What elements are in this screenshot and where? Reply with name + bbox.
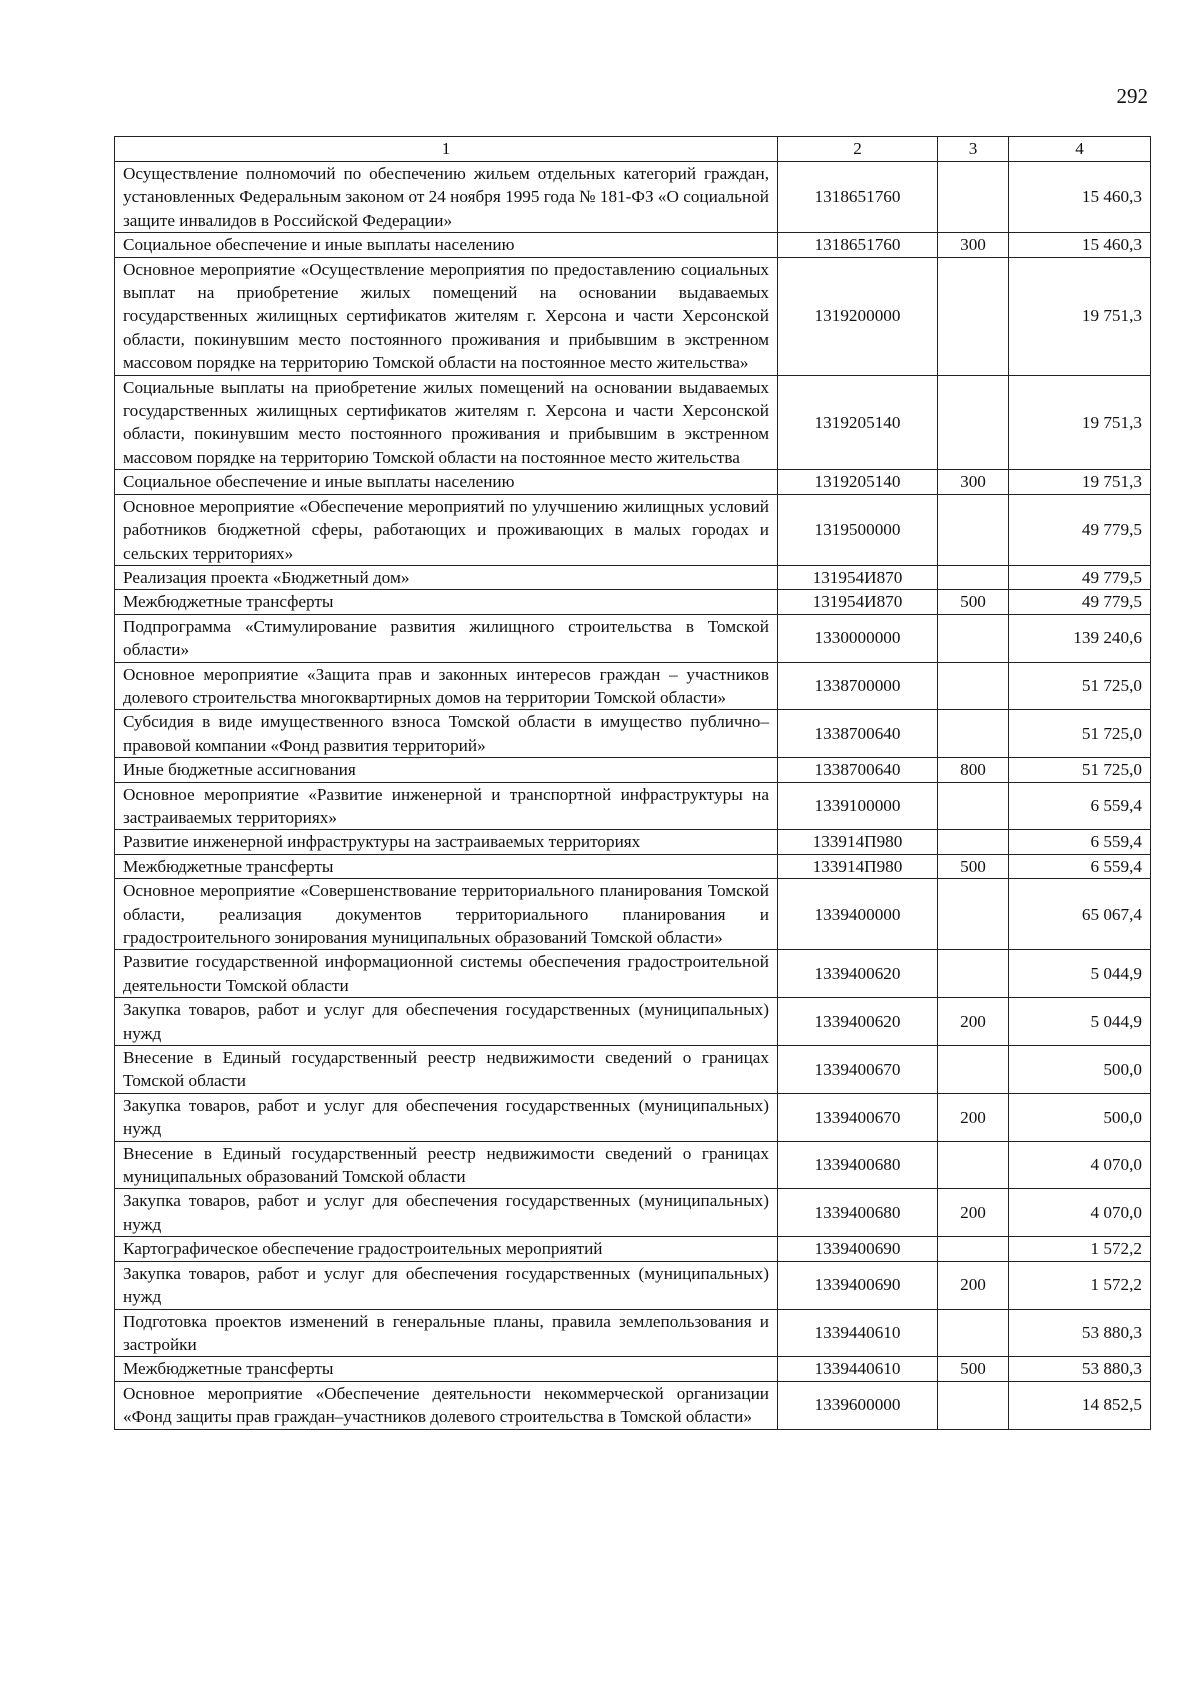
row-type-cell	[938, 1141, 1009, 1189]
row-amount-cell: 14 852,5	[1009, 1381, 1151, 1429]
table-row	[115, 854, 1151, 878]
column-header: 3	[938, 137, 1009, 162]
row-amount-cell: 1 572,2	[1009, 1237, 1151, 1261]
row-name-cell: Подготовка проектов изменений в генеральные планы, правила землепользования и застройки	[115, 1309, 778, 1357]
table-row	[115, 257, 1151, 375]
row-amount-cell: 19 751,3	[1009, 257, 1151, 375]
row-amount-cell: 500,0	[1009, 1093, 1151, 1141]
row-type-cell: 200	[938, 1189, 1009, 1237]
row-amount-cell: 51 725,0	[1009, 758, 1151, 782]
row-code-cell: 1339600000	[778, 1381, 938, 1429]
row-code-cell: 1339400680	[778, 1189, 938, 1237]
column-header: 1	[115, 137, 778, 162]
row-amount-cell: 5 044,9	[1009, 950, 1151, 998]
row-amount-cell: 15 460,3	[1009, 162, 1151, 233]
row-amount-cell: 15 460,3	[1009, 233, 1151, 257]
row-amount-cell: 1 572,2	[1009, 1261, 1151, 1309]
row-code-cell: 1339100000	[778, 782, 938, 830]
row-name-cell: Подпрограмма «Стимулирование развития жилищного строительства в Томской области»	[115, 614, 778, 662]
row-type-cell: 200	[938, 998, 1009, 1046]
row-amount-cell: 6 559,4	[1009, 782, 1151, 830]
row-name-cell: Реализация проекта «Бюджетный дом»	[115, 565, 778, 589]
row-name-cell: Закупка товаров, работ и услуг для обеспечения государственных (муниципальных) нужд	[115, 1261, 778, 1309]
table-row	[115, 950, 1151, 998]
row-name-cell: Иные бюджетные ассигнования	[115, 758, 778, 782]
row-code-cell: 1330000000	[778, 614, 938, 662]
row-type-cell: 300	[938, 233, 1009, 257]
row-name-cell: Внесение в Единый государственный реестр недвижимости сведений о границах Томской области	[115, 1046, 778, 1094]
row-type-cell: 500	[938, 1357, 1009, 1381]
row-amount-cell: 65 067,4	[1009, 879, 1151, 950]
table-row	[115, 710, 1151, 758]
table-row	[115, 830, 1151, 854]
row-name-cell: Закупка товаров, работ и услуг для обеспечения государственных (муниципальных) нужд	[115, 1189, 778, 1237]
row-type-cell	[938, 1309, 1009, 1357]
row-amount-cell: 51 725,0	[1009, 710, 1151, 758]
row-type-cell: 500	[938, 590, 1009, 614]
row-name-cell: Внесение в Единый государственный реестр недвижимости сведений о границах муниципальных образований Томской области	[115, 1141, 778, 1189]
row-amount-cell: 6 559,4	[1009, 854, 1151, 878]
table-row	[115, 1261, 1151, 1309]
table-row	[115, 614, 1151, 662]
row-type-cell	[938, 494, 1009, 565]
row-type-cell	[938, 1237, 1009, 1261]
row-code-cell: 131954И870	[778, 565, 938, 589]
row-name-cell: Субсидия в виде имущественного взноса Томской области в имущество публично–правовой компании «Фонд развития территорий»	[115, 710, 778, 758]
row-code-cell: 1339400670	[778, 1093, 938, 1141]
row-code-cell: 1319500000	[778, 494, 938, 565]
row-type-cell	[938, 375, 1009, 470]
table-body	[115, 162, 1151, 1430]
table-row	[115, 758, 1151, 782]
row-type-cell	[938, 710, 1009, 758]
row-type-cell	[938, 830, 1009, 854]
table-row	[115, 233, 1151, 257]
table-row	[115, 879, 1151, 950]
row-type-cell	[938, 782, 1009, 830]
row-code-cell: 1318651760	[778, 233, 938, 257]
row-name-cell: Основное мероприятие «Обеспечение мероприятий по улучшению жилищных условий работников бюджетной сферы, работающих и проживающих в малых городах и сельских территориях»	[115, 494, 778, 565]
table-row	[115, 662, 1151, 710]
row-code-cell: 1338700640	[778, 710, 938, 758]
row-code-cell: 1319200000	[778, 257, 938, 375]
row-type-cell: 800	[938, 758, 1009, 782]
table-row	[115, 1189, 1151, 1237]
row-code-cell: 1339440610	[778, 1357, 938, 1381]
row-code-cell: 1339400620	[778, 998, 938, 1046]
column-header: 2	[778, 137, 938, 162]
row-type-cell: 200	[938, 1093, 1009, 1141]
row-name-cell: Основное мероприятие «Совершенствование территориального планирования Томской области, реализация документов территориального планирования и градостроительного зонирования муниципальных образований Томской области»	[115, 879, 778, 950]
row-name-cell: Межбюджетные трансферты	[115, 1357, 778, 1381]
row-type-cell: 300	[938, 470, 1009, 494]
row-code-cell: 1319205140	[778, 375, 938, 470]
row-code-cell: 1339400620	[778, 950, 938, 998]
table-row	[115, 1381, 1151, 1429]
row-type-cell	[938, 257, 1009, 375]
table-row	[115, 590, 1151, 614]
page-number: 292	[1116, 84, 1148, 108]
table-row	[115, 1357, 1151, 1381]
table-row	[115, 1046, 1151, 1094]
row-amount-cell: 51 725,0	[1009, 662, 1151, 710]
row-name-cell: Картографическое обеспечение градостроительных мероприятий	[115, 1237, 778, 1261]
table-row	[115, 1309, 1151, 1357]
row-code-cell: 133914П980	[778, 830, 938, 854]
table-row	[115, 470, 1151, 494]
row-code-cell: 1338700000	[778, 662, 938, 710]
row-type-cell	[938, 614, 1009, 662]
row-amount-cell: 49 779,5	[1009, 494, 1151, 565]
row-name-cell: Основное мероприятие «Осуществление мероприятия по предоставлению социальных выплат на приобретение жилых помещений на основании выдаваемых государственных жилищных сертификатов жителям г. Херсона и части Херсонской области, покинувшим место постоянного проживания и прибывшим в экстренном массовом порядке на территорию Томской области на постоянное место жительства»	[115, 257, 778, 375]
row-name-cell: Социальное обеспечение и иные выплаты населению	[115, 470, 778, 494]
header-row	[115, 137, 1151, 162]
row-amount-cell: 49 779,5	[1009, 590, 1151, 614]
row-type-cell	[938, 162, 1009, 233]
row-name-cell: Социальные выплаты на приобретение жилых помещений на основании выдаваемых государственных жилищных сертификатов жителям г. Херсона и части Херсонской области, покинувшим место постоянного проживания и прибывшим в экстренном массовом порядке на территорию Томской области на постоянное место жительства	[115, 375, 778, 470]
row-name-cell: Межбюджетные трансферты	[115, 854, 778, 878]
row-amount-cell: 139 240,6	[1009, 614, 1151, 662]
row-name-cell: Социальное обеспечение и иные выплаты населению	[115, 233, 778, 257]
row-name-cell: Основное мероприятие «Защита прав и законных интересов граждан – участников долевого строительства многоквартирных домов на территории Томской области»	[115, 662, 778, 710]
table-row	[115, 375, 1151, 470]
row-code-cell: 1339400680	[778, 1141, 938, 1189]
row-amount-cell: 53 880,3	[1009, 1357, 1151, 1381]
table-row	[115, 565, 1151, 589]
column-header: 4	[1009, 137, 1151, 162]
row-code-cell: 1319205140	[778, 470, 938, 494]
row-name-cell: Закупка товаров, работ и услуг для обеспечения государственных (муниципальных) нужд	[115, 1093, 778, 1141]
row-code-cell: 1339400000	[778, 879, 938, 950]
row-code-cell: 131954И870	[778, 590, 938, 614]
row-amount-cell: 500,0	[1009, 1046, 1151, 1094]
row-amount-cell: 19 751,3	[1009, 375, 1151, 470]
row-name-cell: Развитие государственной информационной системы обеспечения градостроительной деятельности Томской области	[115, 950, 778, 998]
budget-table	[114, 136, 1151, 1430]
row-code-cell: 133914П980	[778, 854, 938, 878]
table-row	[115, 782, 1151, 830]
row-code-cell: 1339440610	[778, 1309, 938, 1357]
row-type-cell	[938, 879, 1009, 950]
row-type-cell: 200	[938, 1261, 1009, 1309]
row-code-cell: 1338700640	[778, 758, 938, 782]
row-name-cell: Развитие инженерной инфраструктуры на застраиваемых территориях	[115, 830, 778, 854]
row-name-cell: Основное мероприятие «Обеспечение деятельности некоммерческой организации «Фонд защиты прав граждан–участников долевого строительства в Томской области»	[115, 1381, 778, 1429]
table-row	[115, 1141, 1151, 1189]
row-type-cell	[938, 1381, 1009, 1429]
row-code-cell: 1339400690	[778, 1261, 938, 1309]
table-row	[115, 162, 1151, 233]
row-type-cell	[938, 1046, 1009, 1094]
row-amount-cell: 4 070,0	[1009, 1189, 1151, 1237]
row-type-cell	[938, 662, 1009, 710]
row-code-cell: 1318651760	[778, 162, 938, 233]
row-amount-cell: 19 751,3	[1009, 470, 1151, 494]
row-name-cell: Основное мероприятие «Развитие инженерной и транспортной инфраструктуры на застраиваемых территориях»	[115, 782, 778, 830]
table-row	[115, 998, 1151, 1046]
row-amount-cell: 53 880,3	[1009, 1309, 1151, 1357]
table-row	[115, 494, 1151, 565]
row-code-cell: 1339400670	[778, 1046, 938, 1094]
row-amount-cell: 49 779,5	[1009, 565, 1151, 589]
table-row	[115, 1237, 1151, 1261]
row-name-cell: Межбюджетные трансферты	[115, 590, 778, 614]
row-type-cell: 500	[938, 854, 1009, 878]
row-amount-cell: 6 559,4	[1009, 830, 1151, 854]
row-amount-cell: 4 070,0	[1009, 1141, 1151, 1189]
row-name-cell: Закупка товаров, работ и услуг для обеспечения государственных (муниципальных) нужд	[115, 998, 778, 1046]
row-name-cell: Осуществление полномочий по обеспечению жильем отдельных категорий граждан, установленных Федеральным законом от 24 ноября 1995 года № 181-ФЗ «О социальной защите инвалидов в Российской Федерации»	[115, 162, 778, 233]
table-row	[115, 1093, 1151, 1141]
row-code-cell: 1339400690	[778, 1237, 938, 1261]
row-type-cell	[938, 565, 1009, 589]
row-type-cell	[938, 950, 1009, 998]
row-amount-cell: 5 044,9	[1009, 998, 1151, 1046]
